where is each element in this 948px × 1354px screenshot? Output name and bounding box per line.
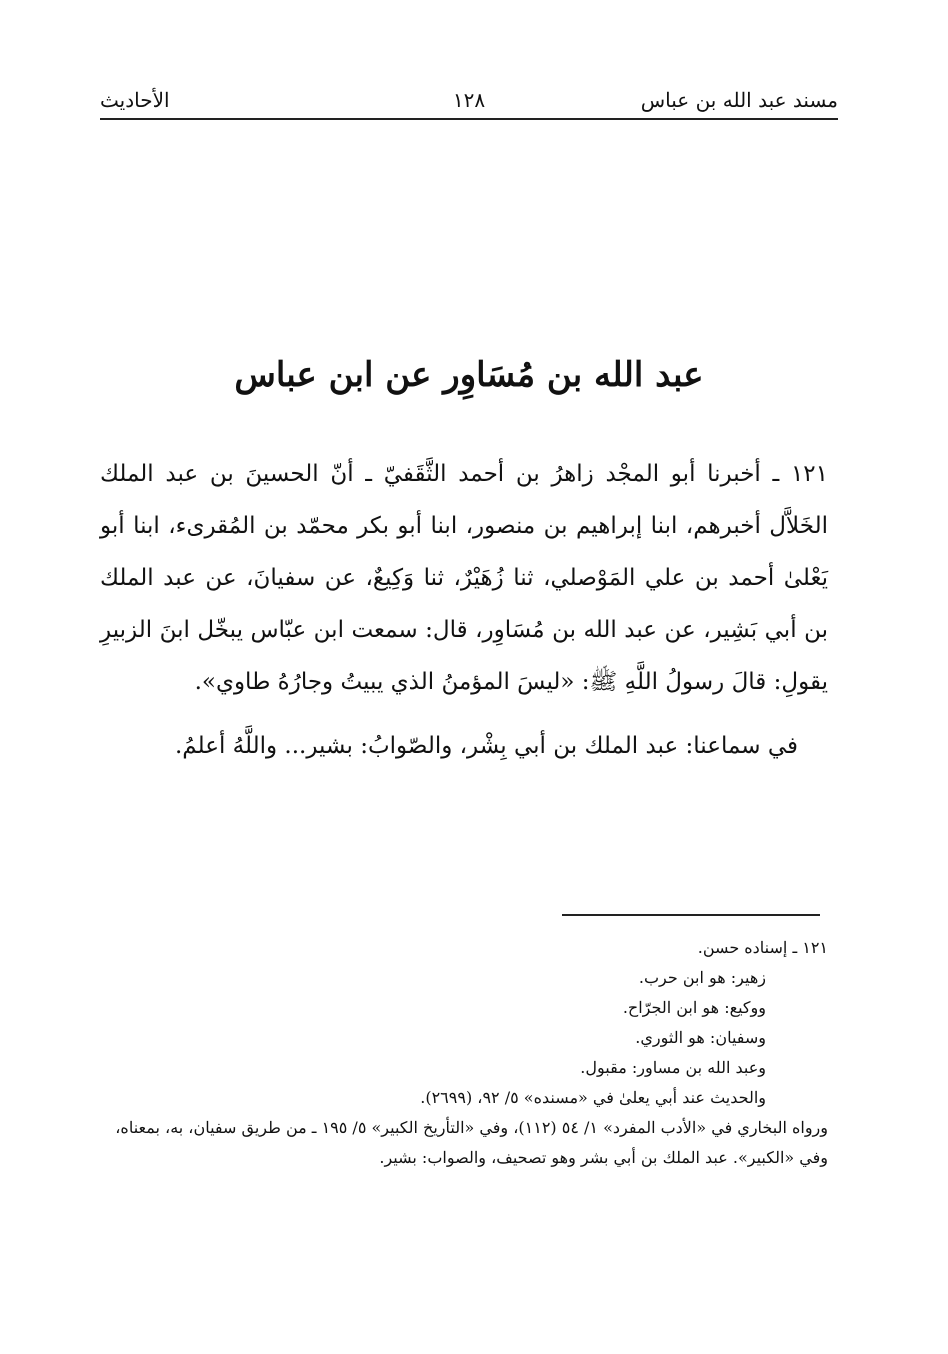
footnote-line: وعبد الله بن مساور: مقبول. xyxy=(580,1058,766,1077)
hadith-note: في سماعنا: عبد الملك بن أبي بِشْر، والصّوابُ: بشير... واللَّهُ أعلمُ. xyxy=(174,733,798,759)
footnotes xyxy=(100,933,828,1173)
hadith-text: ١٢١ ـ أخبرنا أبو المجْد زاهرُ بن أحمد الثَّقَفيّ ـ أنّ الحسينَ بن عبد الملك الخَلاَّل أخبرهم، ابنا إبراهيم بن منصور، ابنا أبو بكر محمّد بن المُقرىء، ابنا أبو يَعْلىٰ أحمد بن علي المَوْصلي، ثنا زُهَيْرٌ، ثنا وَكِيعٌ، عن سفيانَ، عن عبد الملك بن أبي بَشِير، عن عبد الله بن مُسَاوِر، قال: سمعت ابن عبّاس يبخّل ابنَ الزبيرِ يقولِ: قالَ رسولُ اللَّهِ ﷺ: «ليسَ المؤمنُ الذي يبيتُ وجارُهُ طاوي». xyxy=(100,461,828,695)
page-number: ١٢٨ xyxy=(452,88,486,112)
section-name: الأحاديث xyxy=(100,88,170,112)
footnote-line: ووكيع: هو ابن الجرّاح. xyxy=(622,998,766,1017)
footnote-line: ورواه البخاري في «الأدب المفرد» ١/ ٥٤ (١١٢)، وفي «التأريخ الكبير» ٥/ ١٩٥ ـ من طريق سفيان، به، بمعناه، وفي «الكبير». عبد الملك بن أبي بشر وهو تصحيف، والصواب: بشير. xyxy=(115,1118,828,1167)
footnote-rule xyxy=(562,914,820,916)
footnote-line: وسفيان: هو الثوري. xyxy=(635,1028,766,1047)
book-title: مسند عبد الله بن عباس xyxy=(640,88,838,112)
running-head xyxy=(100,88,838,118)
chapter-title: عبد الله بن مُسَاوِر عن ابن عباس xyxy=(234,355,704,395)
header-rule xyxy=(100,118,838,120)
hadith-body xyxy=(100,448,828,772)
footnote-line: زهير: هو ابن حرب. xyxy=(638,968,766,987)
footnote-line: ١٢١ ـ إسناده حسن. xyxy=(697,938,828,957)
footnote-line: والحديث عند أبي يعلىٰ في «مسنده» ٥/ ٩٢، (٢٦٩٩). xyxy=(420,1088,766,1107)
